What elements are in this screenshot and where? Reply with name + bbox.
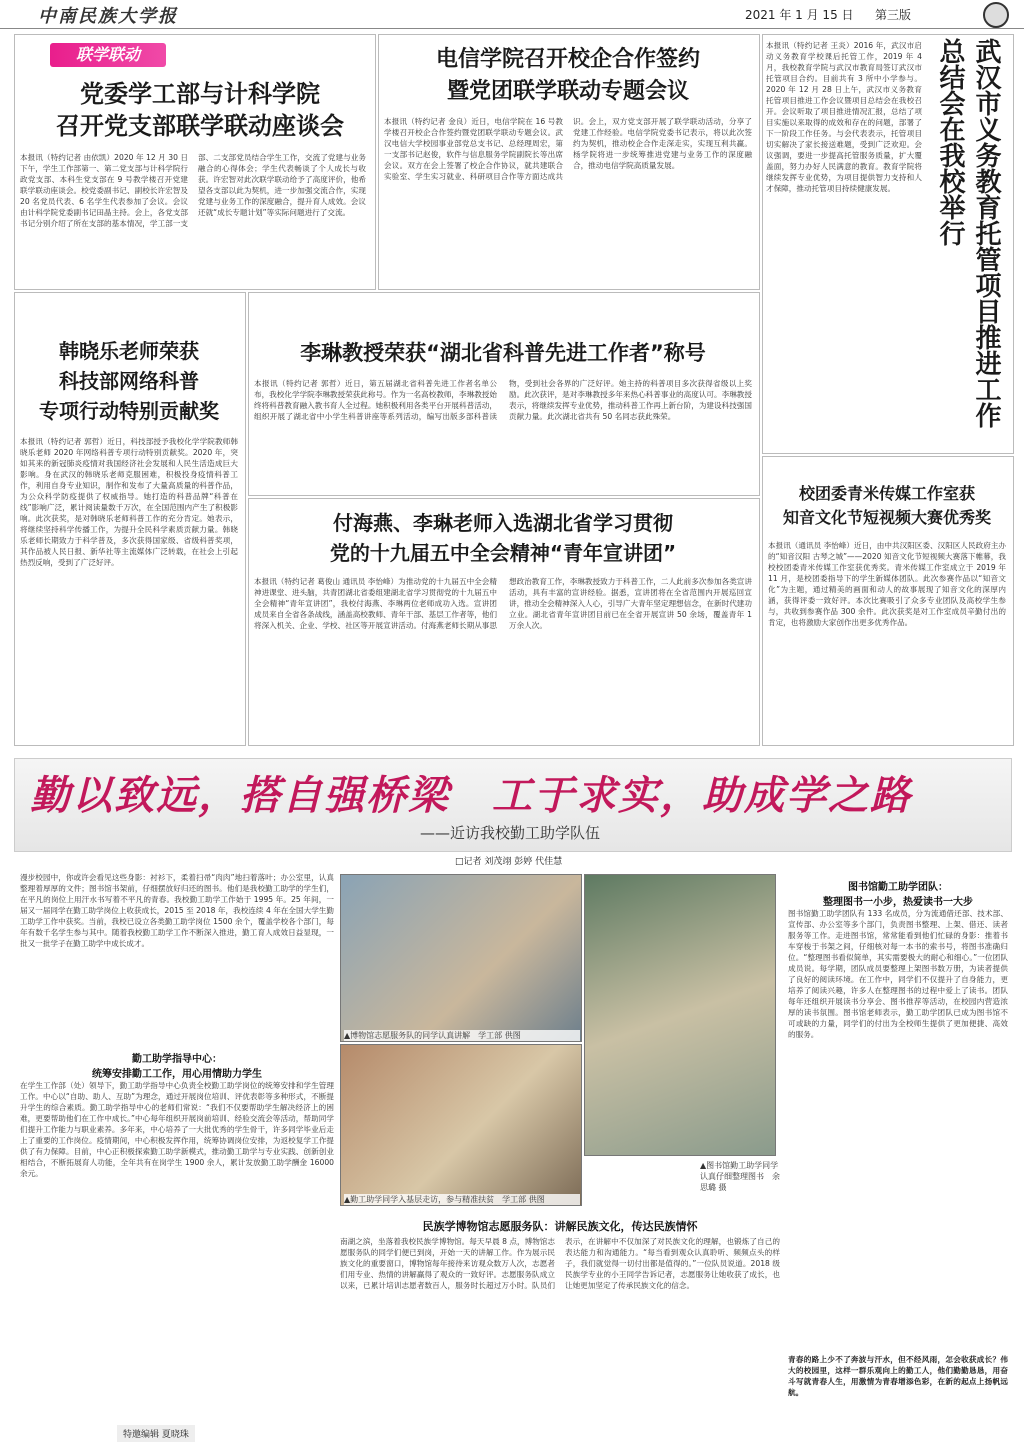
subhead-line: 勤工助学指导中心： (132, 1054, 222, 1065)
headline-line: 付海燕、李琳老师入选湖北省学习贯彻 (333, 511, 673, 535)
feature-subtitle: ——近访我校勤工助学队伍 (420, 824, 601, 842)
article-2-headline (388, 44, 748, 108)
headline-line: 科技部网络科普 (59, 369, 199, 393)
headline-line: 知音文化节短视频大赛优秀奖 (782, 508, 991, 527)
article-3-headline (18, 336, 240, 426)
article-1-body: 本报讯（特约记者 由依凯）2020 年 12 月 30 日下午，学生工作部第一、第二党支部与计科学院行政党支部、本科生党支部在 9 号教学楼召开党建联学联动座谈会。校党委副书记、副校长许宏智及 20 名党员代表、6 名学生代表参加了会议。会议由计科学院党委副书记田晶主持。会上，各党支部书记分别介绍了所在支部的基本情况，学工部一支部、二支部党员结合学生工作，交流了党建与业务融合的心得体会；学生代表畅谈了个人成长与收获。许宏智对此次联学联动给予了高度评价，他希望各支部以此为契机，进一步加强交流合作，实现党建与业务工作的深度融合，提升育人成效。会议还就“成长专题计划”等实际问题进行了交流。 (20, 153, 366, 228)
page-number: 第三版 (875, 8, 912, 22)
library-photo (584, 874, 776, 1156)
article-2-body: 本报讯（特约记者 金良）近日，电信学院在 16 号教学楼召开校企合作签约暨党团联学联动专题会议。武汉电信大学校园事业部党总支书记、总经理周宏，第一支部书记赵俊，软件与信息服务学院副院长等出席会议。双方在会上签署了校企合作协议，就共建联合实验室、学生实习就业、科研项目合作等方面达成共识。会上，双方党支部开展了联学联动活动，分享了党建工作经验。电信学院党委书记表示，将以此次签约为契机，推动校企合作走深走实，实现互利共赢。杨学院将进一步统筹推进党建与业务工作的深度融合，推动电信学院高质量发展。 (384, 117, 752, 181)
newspaper-title: 中南民族大学报 (38, 6, 178, 27)
article-4-headline: 李琳教授荣获“湖北省科普先进工作者”称号 (300, 341, 706, 365)
section-2-title: 民族学博物馆志愿服务队：讲解民族文化，传达民族情怀 (422, 1220, 698, 1233)
headline-line: 电信学院召开校企合作签约 (435, 47, 700, 72)
article-7-body: 本报讯（通讯员 李怡峰）近日，由中共汉阳区委、汉阳区人民政府主办的“知音汉阳 古琴之城”——2020 知音文化节短视频大赛落下帷幕，我校校团委青米传媒工作室获优秀奖。青米传媒工作室成立于 2019 年 11 月，是校团委指导下的学生新媒体团队。此次参赛作品以“知音文化”为主题，通过精美的画面和动人的故事展现了知音文化的深厚内涵，获得评委一致好评。本次比赛吸引了众多专业团队及高校学生参与，共收到参赛作品 300 余件。此次获奖是对工作室成员辛勤付出的肯定，也将激励大家创作出更多优秀作品。 (768, 541, 1006, 627)
article-6-headline: 武汉市义务教育托管项目推进工作总结会在我校举行 (935, 38, 1001, 428)
section-2-body: 南湖之滨，坐落着我校民族学博物馆。每天早晨 8 点，博物馆志愿服务队的同学们便已到岗，开始一天的讲解工作。作为展示民族文化的重要窗口，博物馆每年接待来访观众数万人次，志愿者们用专业、热情的讲解赢得了观众的一致好评。志愿服务队成立以来，已累计培训志愿者数百人，服务时长超过万小时。队员们表示，在讲解中不仅加深了对民族文化的理解，也锻炼了自己的表达能力和沟通能力。“每当看到观众认真聆听、频频点头的样子，我们就觉得一切付出都是值得的。”一位队员说道。2018 级民族学专业的小王同学告诉记者，志愿服务让她收获了成长，也让她更加坚定了传承民族文化的信念。 (340, 1237, 780, 1290)
feature-byline: □记者 刘茂翊 彭婷 代佳慧 (455, 857, 563, 867)
headline-line: 党委学工部与计科学院 (80, 80, 320, 108)
photo-1-caption: ▲博物馆志愿服务队的同学认真讲解 学工部 供图 (344, 1030, 580, 1041)
headline-line: 校团委青米传媒工作室获 (798, 484, 975, 503)
article-5-body: 本报讯（特约记者 葛俊山 通讯员 李怡峰）为推动党的十九届五中全会精神进课堂、进头脑，共青团湖北省委组建湖北省学习贯彻党的十九届五中全会精神“青年宣讲团”，我校付海燕、李琳两位老师成功入选。宣讲团成员来自全省各条战线，涵盖高校教师、青年干部、基层工作者等，他们将深入机关、企业、学校、社区等开展宣讲活动。付海燕老师长期从事思想政治教育工作，李琳教授致力于科普工作，二人此前多次参加各类宣讲活动，具有丰富的宣讲经验。据悉，宣讲团将在全省范围内开展巡回宣讲，推动全会精神深入人心，引导广大青年坚定理想信念，在新时代建功立业。湖北省青年宣讲团目前已在全省开展宣讲 50 余场，覆盖青年 1 万余人次。 (254, 577, 752, 630)
article-3-body: 本报讯（特约记者 郭哲）近日，科技部授予我校化学学院教师韩晓乐老师 2020 年网络科普专项行动特别贡献奖。2020 年，突如其来的新冠肺炎疫情对我国经济社会发展和人民生活造成巨大影响。身在武汉的韩晓乐老师克服困难，积极投身疫情科普工作，利用自身专业知识，制作和发布了大量高质量的科普作品，为公众科学防疫提供了权威指导。她打造的科普品牌“科普在线”影响广泛，累计阅读量数千万次，在全国范围内产生了积极影响。此次获奖，是对韩晓乐老师科普工作的充分肯定。她表示，将继续坚持科学传播工作，为提升全民科学素质贡献力量。韩晓乐老师长期致力于科学普及，多次获得国家级、省级科普奖项，其作品被人民日报、新华社等主流媒体广泛转载，在社会上引起热烈反响，受到了广泛好评。 (20, 437, 238, 567)
headline-line: 党的十九届五中全会精神“青年宣讲团” (329, 541, 677, 565)
article-1-headline (40, 78, 360, 142)
feature-closing: 青春的路上少不了奔波与汗水，但不经风雨，怎会收获成长？伟大的校园里，这样一群乐观向上的勤工人，他们勤勤恳恳，用奋斗写就青春人生，用激情为青春增添色彩，在新的起点上扬帆远航。 (788, 1355, 1008, 1397)
headline-line: 暨党团联学联动专题会议 (446, 79, 689, 104)
article-5-headline (250, 508, 756, 568)
photo-2-caption: ▲勤工助学同学入基层走访，参与精准扶贫 学工部 供图 (344, 1194, 580, 1205)
section-3-title (786, 878, 1010, 908)
section-3-body: 图书馆勤工助学团队有 133 名成员，分为流通借还部、技术部、宣传部、办公室等多个部门，负责图书整理、上架、借还、读者服务等工作。走进图书馆，常常能看到他们忙碌的身影：推着书车穿梭于书架之间，仔细核对每一本书的索书号，将图书准确归位。“整理图书看似简单，其实需要极大的耐心和细心。”一位团队成员说。每学期，团队成员要整理上架图书数万册，为读者提供了良好的阅读环境。在工作中，同学们不仅提升了自身能力，更培养了阅读兴趣，许多人在整理图书的过程中爱上了读书。团队每年还组织开展读书分享会、图书推荐等活动，在校园内营造浓厚的读书氛围。图书馆老师表示，勤工助学团队已成为图书馆不可或缺的力量，同学们的付出为全校师生提供了更加便捷、高效的服务。 (788, 909, 1008, 1039)
photo-3-caption: ▲图书馆勤工助学同学认真仔细整理图书 余思璐 摄 (700, 1161, 780, 1192)
headline-line: 召开党支部联学联动座谈会 (56, 112, 344, 140)
article-7-headline (764, 482, 1010, 530)
headline-line: 专项行动特别贡献奖 (39, 399, 219, 423)
headline-line: 韩晓乐老师荣获 (59, 339, 199, 363)
subhead-line: 整理图书一小步，热爱读书一大步 (823, 897, 973, 908)
editor-credit: 特邀编辑 夏晓珠 (117, 1425, 195, 1442)
feature-title: 勤以致远，搭自强桥梁 工于求实，助成学之路 (30, 772, 912, 819)
subhead-line: 统筹安排勤工工作，用心用情助力学生 (92, 1069, 262, 1080)
poverty-visit-photo (340, 1044, 582, 1206)
article-4-body: 本报讯（特约记者 郭哲）近日，第五届湖北省科普先进工作者名单公布，我校化学学院李琳教授荣获此称号。作为一名高校教师，李琳教授始终将科普教育融入教书育人全过程。她积极利用各类平台开展科普活动，组织开展了湖北省中小学生科普讲座等系列活动，编写出版多部科普读物，受到社会各界的广泛好评。她主持的科普项目多次获得省级以上奖励。此次获评，是对李琳教授多年来热心科普事业的高度认可。李琳教授表示，将继续发挥专业优势，推动科普工作再上新台阶，为建设科技强国贡献力量。此次湖北省共有 50 名同志获此殊荣。 (254, 379, 752, 421)
section-1-title (20, 1050, 334, 1080)
issue-date: 2021 年 1 月 15 日 (745, 8, 854, 22)
feature-intro: 漫步校园中，你或许会看见这些身影：衬衫下，柔着扫帚“肉肉”地扫着落叶；办公室里，认真整理着厚厚的文件；图书馆书架前，仔细摆放好归还的图书。他们是我校勤工助学的学生们，在平凡的岗位上用汗水书写着不平凡的青春。我校勤工助学工作始于 1995 年。25 年间，一届又一届同学在勤工助学岗位上收获成长，2015 至 2018 年，我校连续 4 年在全国大学生勤工助学工作中获奖。当前，我校已设立各类勤工助学岗位 1500 余个，覆盖学校各个部门，每年有数千名学生参与其中。随着我校勤工助学工作不断深入推进，勤工育人成效日益显现，一批又一批学子在勤工助学中成长成才。 (20, 873, 334, 948)
section-tag: 联学联动 (50, 43, 166, 67)
museum-volunteer-photo (340, 874, 582, 1042)
subhead-line: 图书馆勤工助学团队： (848, 882, 948, 893)
university-seal-icon (983, 2, 1009, 28)
section-1-body: 在学生工作部（处）领导下，勤工助学指导中心负责全校勤工助学岗位的统筹安排和学生管理工作。中心以“自助、助人、互助”为理念，通过开展岗位培训、评优表彰等多种形式，不断提升学生的综合素质。勤工助学指导中心的老师们常说：“我们不仅要帮助学生解决经济上的困难，更要帮助他们在工作中成长。”中心每年组织开展岗前培训、经验交流会等活动，帮助同学们提升工作能力与职业素养。多年来，中心培养了一大批优秀的学生骨干，许多同学毕业后走上了重要的工作岗位。疫情期间，中心积极发挥作用，统筹协调岗位安排，为返校复学工作提供了有力保障。目前，中心正积极探索勤工助学新模式，推动勤工助学与专业实践、创新创业相结合，不断拓展育人功能，全年共有在岗学生 1900 余人，累计发放勤工助学酬金 16000 余元。 (20, 1081, 334, 1178)
article-6-body: 本报讯（特约记者 王炎）2016 年，武汉市启动义务教育学校课后托管工作，2019 年 4 月，我校教育学院与武汉市教育局签订武汉市托管项目合约。目前共有 3 所中小学参与。2020 年 12 月 28 日上午，武汉市义务教育托管项目推进工作会议暨项目总结会在我校召开。会议听取了项目推进情况汇报，总结了项目实施以来取得的成效和存在的问题，部署了下一阶段工作任务。与会代表表示，托管项目切实解决了家长接送难题，受到广泛欢迎。会议强调，要进一步提高托管服务质量，扩大覆盖面，努力办好人民满意的教育。教育学院将继续发挥专业优势，为项目提供智力支持和人才保障，推动托管项目持续健康发展。 (766, 41, 922, 193)
